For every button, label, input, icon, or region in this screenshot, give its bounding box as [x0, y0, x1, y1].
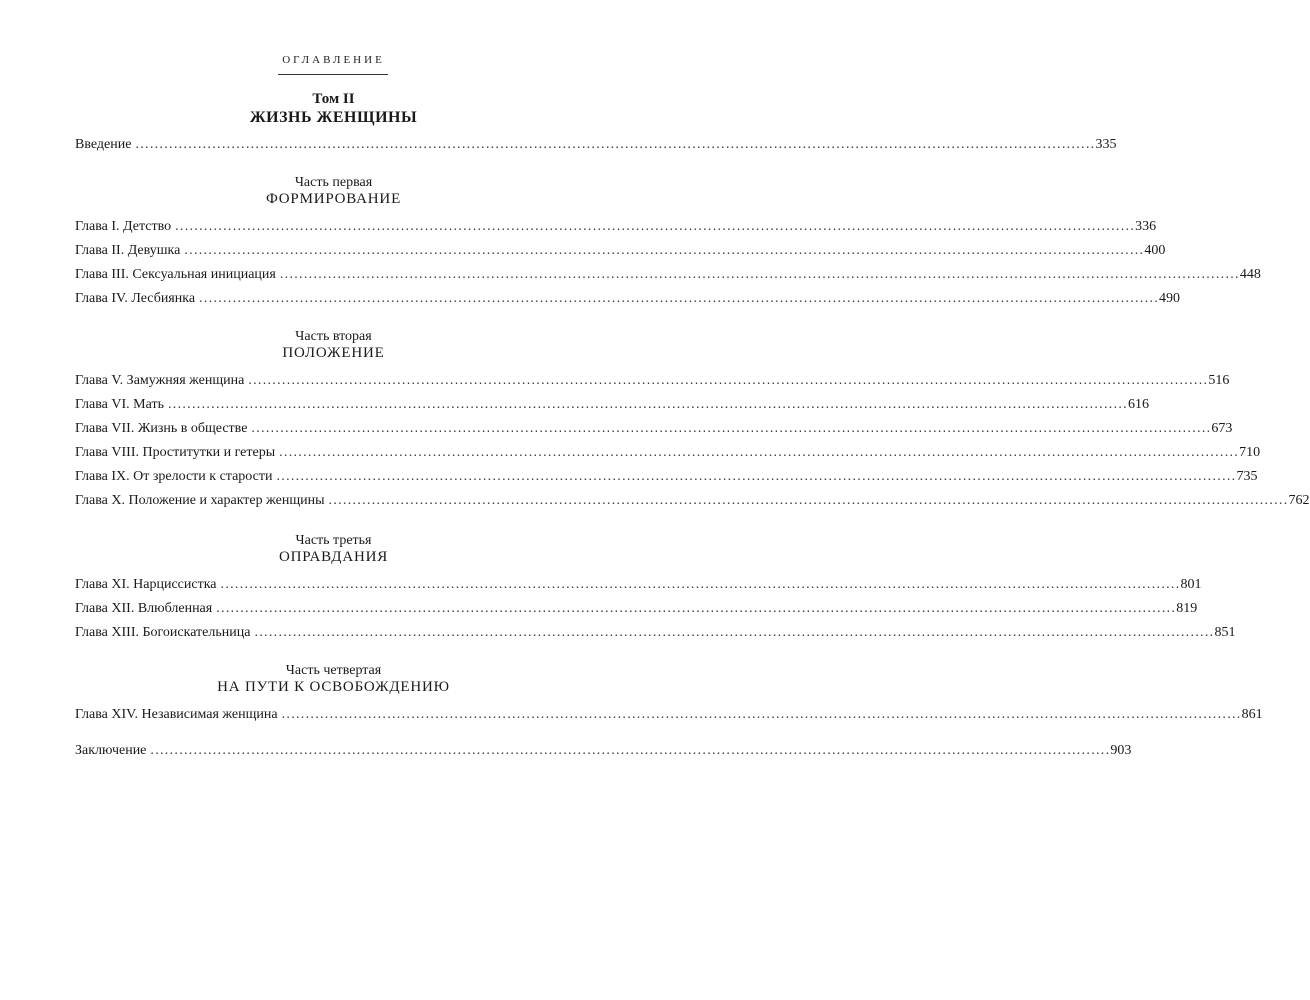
toc-entry[interactable] [75, 289, 1181, 309]
part-title: ОПРАВДАНИЯ [278, 549, 389, 565]
dot-leader: ........................................................................................................................................................................................................ [248, 373, 1209, 388]
toc-entry[interactable] [75, 491, 1310, 511]
toc-entry-conclusion[interactable] [75, 741, 1132, 761]
entry-page: 448 [1239, 267, 1261, 282]
dot-leader: ........................................................................................................................................................................................................ [199, 291, 1160, 306]
entry-label: Глава VII. Жизнь в обществе [75, 421, 248, 436]
entry-page: 819 [1176, 601, 1198, 616]
dot-leader: ........................................................................................................................................................................................................ [251, 421, 1212, 436]
toc-entry[interactable] [75, 623, 1236, 643]
toc-entry[interactable] [75, 395, 1149, 415]
part-label: Часть третья [295, 533, 372, 548]
toc-entry[interactable] [75, 265, 1261, 285]
dot-leader: ........................................................................................................................................................................................................ [254, 625, 1215, 640]
entry-label: Глава IV. Лесбиянка [75, 291, 196, 306]
toc-entry[interactable] [75, 419, 1233, 439]
entry-label: Глава VIII. Проститутки и гетеры [75, 445, 276, 460]
entry-page: 762 [1288, 493, 1310, 508]
toc-entry[interactable] [75, 371, 1230, 391]
entry-page: 851 [1214, 625, 1236, 640]
dot-leader: ........................................................................................................................................................................................................ [216, 601, 1177, 616]
dot-leader: ........................................................................................................................................................................................................ [281, 707, 1242, 722]
entry-label: Глава V. Замужняя женщина [75, 373, 245, 388]
dot-leader: ........................................................................................................................................................................................................ [220, 577, 1181, 592]
toc-entry[interactable] [75, 705, 1263, 725]
entry-page: 861 [1241, 707, 1263, 722]
dot-leader: ........................................................................................................................................................................................................ [279, 445, 1240, 460]
part-title: НА ПУТИ К ОСВОБОЖДЕНИЮ [217, 679, 450, 695]
volume-title: ЖИЗНЬ ЖЕНЩИНЫ [249, 109, 418, 126]
header-rule [278, 74, 388, 75]
part-label: Часть четвертая [285, 663, 382, 678]
entry-page: 400 [1144, 243, 1166, 258]
toc-entry[interactable] [75, 575, 1202, 595]
dot-leader: ........................................................................................................................................................................................................ [279, 267, 1240, 282]
volume-label: Том II [312, 91, 355, 107]
toc-entry[interactable] [75, 467, 1258, 487]
dot-leader: ........................................................................................................................................................................................................ [175, 219, 1136, 234]
part-label: Часть вторая [295, 329, 372, 344]
toc-entry[interactable] [75, 217, 1157, 237]
entry-label: Глава XIV. Независимая женщина [75, 707, 278, 722]
entry-label: Глава II. Девушка [75, 243, 181, 258]
entry-page: 335 [1095, 137, 1117, 152]
entry-page: 616 [1127, 397, 1149, 412]
entry-page: 336 [1135, 219, 1157, 234]
entry-label: Введение [75, 137, 132, 152]
dot-leader: ........................................................................................................................................................................................................ [150, 743, 1111, 758]
entry-page: 490 [1159, 291, 1181, 306]
toc-entry[interactable] [75, 599, 1198, 619]
part-label: Часть первая [294, 175, 373, 190]
dot-leader: ........................................................................................................................................................................................................ [276, 469, 1237, 484]
entry-label: Глава XI. Нарциссистка [75, 577, 217, 592]
running-head: ОГЛАВЛЕНИЕ [282, 54, 385, 66]
entry-label: Глава X. Положение и характер женщины [75, 493, 325, 508]
entry-page: 673 [1211, 421, 1233, 436]
toc-entry[interactable] [75, 443, 1261, 463]
entry-label: Глава IX. От зрелости к старости [75, 469, 273, 484]
entry-label: Заключение [75, 743, 147, 758]
dot-leader: ........................................................................................................................................................................................................ [184, 243, 1145, 258]
entry-page: 516 [1208, 373, 1230, 388]
dot-leader: ........................................................................................................................................................................................................ [328, 493, 1289, 508]
entry-label: Глава XIII. Богоискательница [75, 625, 251, 640]
toc-entry-intro[interactable] [75, 135, 1117, 155]
toc-entry[interactable] [75, 241, 1166, 261]
entry-label: Глава VI. Мать [75, 397, 164, 412]
entry-page: 710 [1239, 445, 1261, 460]
entry-page: 903 [1110, 743, 1132, 758]
entry-label: Глава XII. Влюбленная [75, 601, 213, 616]
entry-page: 801 [1180, 577, 1202, 592]
entry-page: 735 [1236, 469, 1258, 484]
entry-label: Глава III. Сексуальная инициация [75, 267, 276, 282]
dot-leader: ........................................................................................................................................................................................................ [135, 137, 1096, 152]
dot-leader: ........................................................................................................................................................................................................ [167, 397, 1128, 412]
part-title: ПОЛОЖЕНИЕ [282, 345, 385, 361]
entry-label: Глава I. Детство [75, 219, 172, 234]
part-title: ФОРМИРОВАНИЕ [265, 191, 402, 207]
